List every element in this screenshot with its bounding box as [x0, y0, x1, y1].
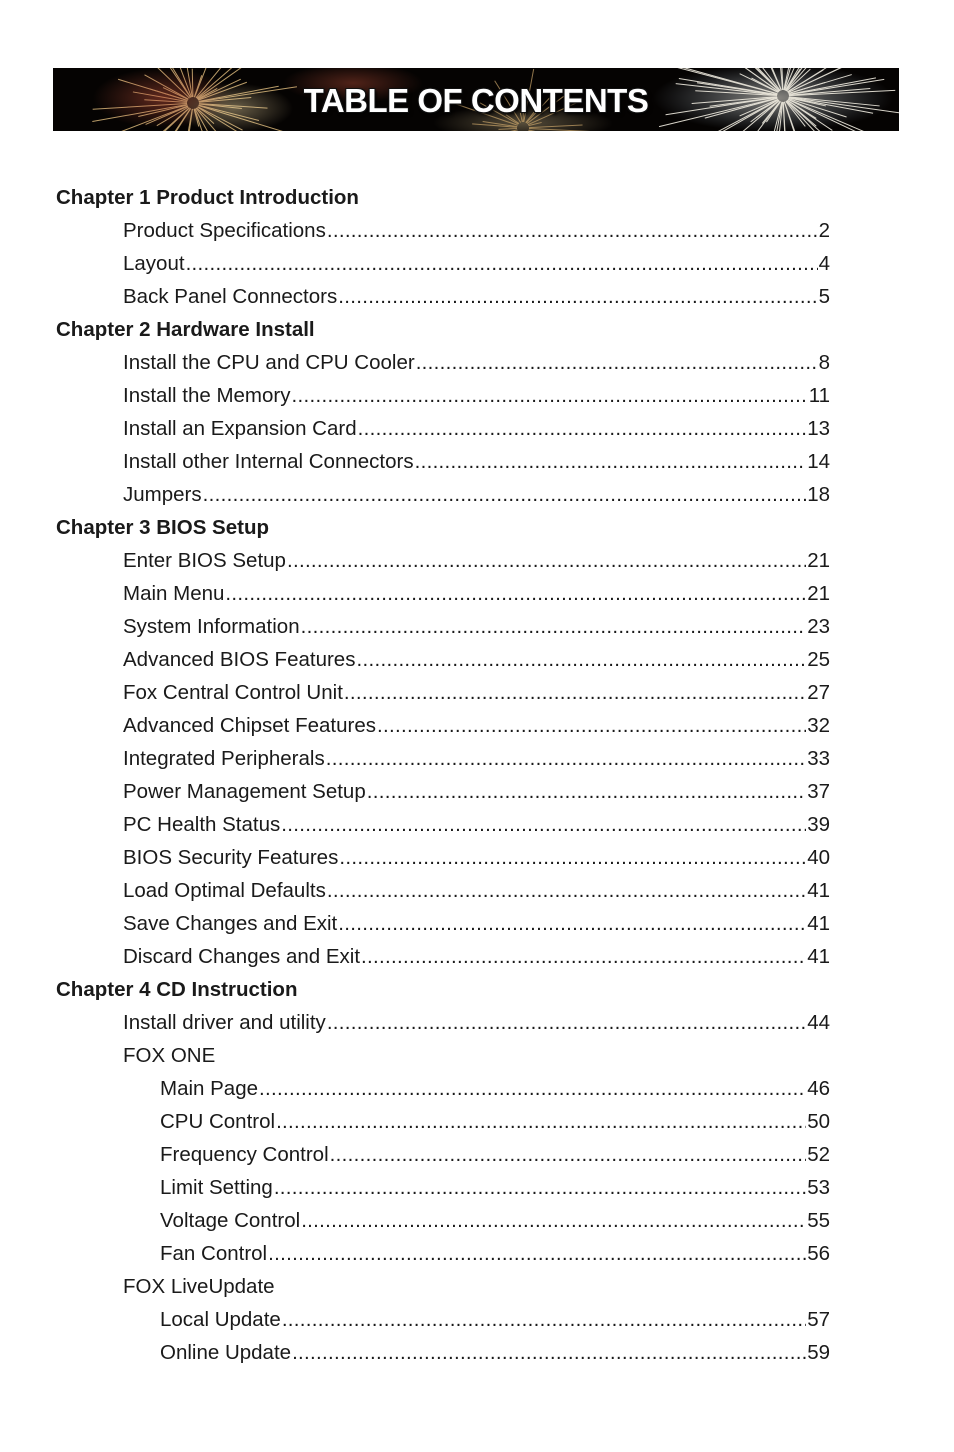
toc-page-number: 5	[818, 285, 830, 308]
toc-chapter-heading[interactable]	[56, 973, 836, 1006]
dot-leader	[287, 544, 806, 577]
dot-leader	[356, 643, 806, 676]
toc-entry[interactable]	[123, 379, 830, 412]
toc-entry-label: FOX ONE	[123, 1044, 216, 1067]
toc-entry-label: Product Specifications	[123, 219, 326, 242]
dot-leader	[361, 940, 806, 973]
toc-page-number: 39	[807, 813, 830, 836]
toc-entry-label: Install other Internal Connectors	[123, 450, 414, 473]
toc-entry[interactable]	[123, 577, 830, 610]
dot-leader	[339, 841, 806, 874]
toc-chapter-heading[interactable]	[56, 313, 836, 346]
toc-entry[interactable]	[123, 478, 830, 511]
toc-entry-label: Chapter 1 Product Introduction	[56, 186, 359, 209]
toc-page-number: 40	[807, 846, 830, 869]
dot-leader	[203, 478, 807, 511]
toc-entry[interactable]	[160, 1105, 830, 1138]
toc-entry-label: Integrated Peripherals	[123, 747, 325, 770]
toc-entry[interactable]	[123, 610, 830, 643]
toc-entry[interactable]	[123, 742, 830, 775]
toc-entry[interactable]	[123, 808, 830, 841]
toc-page-number: 23	[807, 615, 830, 638]
toc-page-number: 41	[807, 945, 830, 968]
toc-entry-label: Install the Memory	[123, 384, 291, 407]
toc-entry-label: Load Optimal Defaults	[123, 879, 326, 902]
toc-entry[interactable]	[123, 676, 830, 709]
page-title: TABLE OF CONTENTS	[303, 81, 649, 119]
dot-leader	[416, 346, 818, 379]
toc-entry-label: Enter BIOS Setup	[123, 549, 286, 572]
dot-leader	[281, 808, 806, 841]
toc-entry[interactable]	[123, 874, 830, 907]
toc-entry-label: Advanced Chipset Features	[123, 714, 376, 737]
toc-page-number: 21	[807, 549, 830, 572]
dot-leader	[338, 907, 806, 940]
toc-entry-label: Advanced BIOS Features	[123, 648, 356, 671]
toc-entry-label: Install driver and utility	[123, 1011, 326, 1034]
toc-entry-label: Chapter 3 BIOS Setup	[56, 516, 270, 539]
toc-entry-label: Online Update	[160, 1341, 292, 1364]
toc-entry[interactable]	[123, 1006, 830, 1039]
toc-entry-label: PC Health Status	[123, 813, 281, 836]
toc-page-number: 33	[807, 747, 830, 770]
toc-entry[interactable]	[123, 346, 830, 379]
toc-entry-label: Frequency Control	[160, 1143, 329, 1166]
toc-entry-label: Local Update	[160, 1308, 281, 1331]
toc-entry-label: FOX LiveUpdate	[123, 1275, 275, 1298]
toc-entry[interactable]	[160, 1303, 830, 1336]
toc-entry[interactable]	[123, 247, 830, 280]
toc-entry[interactable]	[160, 1204, 830, 1237]
toc-page-number: 8	[818, 351, 830, 374]
toc-entry[interactable]	[123, 445, 830, 478]
toc-entry-label: Fan Control	[160, 1242, 268, 1265]
toc-entry-label: BIOS Security Features	[123, 846, 339, 869]
dot-leader	[292, 1336, 806, 1369]
dot-leader	[344, 676, 806, 709]
toc-page-number: 32	[807, 714, 830, 737]
dot-leader	[268, 1237, 806, 1270]
toc-entry[interactable]	[123, 643, 830, 676]
toc-entry-label: Save Changes and Exit	[123, 912, 338, 935]
toc-page-number: 27	[807, 681, 830, 704]
toc-entry[interactable]	[123, 280, 830, 313]
toc-page-number: 55	[807, 1209, 830, 1232]
dot-leader	[377, 709, 806, 742]
toc-entry-label: Chapter 2 Hardware Install	[56, 318, 315, 341]
toc-entry-label: Layout	[123, 252, 185, 275]
dot-leader	[415, 445, 807, 478]
toc-entry-label: Back Panel Connectors	[123, 285, 338, 308]
toc-entry-label: CPU Control	[160, 1110, 276, 1133]
toc-entry[interactable]	[123, 775, 830, 808]
dot-leader	[274, 1171, 806, 1204]
dot-leader	[225, 577, 806, 610]
dot-leader	[276, 1105, 806, 1138]
toc-page-number: 21	[807, 582, 830, 605]
toc-entry-label: Install an Expansion Card	[123, 417, 357, 440]
banner-title-wrap	[53, 68, 899, 131]
toc-chapter-heading[interactable]	[56, 511, 836, 544]
toc-entry[interactable]	[123, 907, 830, 940]
toc-entry[interactable]	[123, 940, 830, 973]
toc-page-number: 53	[807, 1176, 830, 1199]
toc-page-number: 14	[807, 450, 830, 473]
toc-page-number: 57	[807, 1308, 830, 1331]
toc-page-number: 25	[807, 648, 830, 671]
toc-entry[interactable]	[160, 1138, 830, 1171]
toc-entry-label: Discard Changes and Exit	[123, 945, 361, 968]
toc-entry-label: Voltage Control	[160, 1209, 301, 1232]
toc-entry[interactable]	[160, 1336, 830, 1369]
toc-page-number: 18	[807, 483, 830, 506]
toc-entry[interactable]	[160, 1171, 830, 1204]
dot-leader	[291, 379, 807, 412]
toc-page-number: 11	[808, 384, 830, 407]
toc-page-number: 59	[807, 1341, 830, 1364]
dot-leader	[338, 280, 817, 313]
toc-entry[interactable]	[123, 412, 830, 445]
toc-entry-label: System Information	[123, 615, 300, 638]
toc-entry-label: Install the CPU and CPU Cooler	[123, 351, 415, 374]
toc-entry[interactable]	[160, 1237, 830, 1270]
toc-page-number: 44	[807, 1011, 830, 1034]
toc-page-number: 46	[807, 1077, 830, 1100]
toc-page-number: 2	[818, 219, 830, 242]
dot-leader	[259, 1072, 806, 1105]
dot-leader	[358, 412, 807, 445]
toc-entry-label: Chapter 4 CD Instruction	[56, 978, 298, 1001]
toc-section-heading[interactable]	[123, 1039, 830, 1072]
toc-entry[interactable]	[123, 709, 830, 742]
toc-entry-label: Main Menu	[123, 582, 225, 605]
toc-entry-label: Limit Setting	[160, 1176, 273, 1199]
toc-entry-label: Main Page	[160, 1077, 259, 1100]
dot-leader	[327, 214, 818, 247]
toc-page-number: 52	[807, 1143, 830, 1166]
toc-entry[interactable]	[123, 214, 830, 247]
toc-page-number: 13	[807, 417, 830, 440]
toc-entry[interactable]	[123, 841, 830, 874]
toc-page-number: 56	[807, 1242, 830, 1265]
toc-page-number: 37	[807, 780, 830, 803]
dot-leader	[367, 775, 806, 808]
toc-section-heading[interactable]	[123, 1270, 830, 1303]
dot-leader	[186, 247, 818, 280]
toc-page-number: 41	[807, 879, 830, 902]
toc-entry[interactable]	[123, 544, 830, 577]
dot-leader	[327, 874, 806, 907]
dot-leader	[326, 742, 806, 775]
toc-page-number: 4	[818, 252, 830, 275]
dot-leader	[282, 1303, 806, 1336]
toc-page-number: 50	[807, 1110, 830, 1133]
toc-entry[interactable]	[160, 1072, 830, 1105]
dot-leader	[301, 1204, 806, 1237]
toc-page-number: 41	[807, 912, 830, 935]
dot-leader	[301, 610, 807, 643]
toc-entry-label: Jumpers	[123, 483, 202, 506]
toc-chapter-heading[interactable]	[56, 181, 836, 214]
dot-leader	[330, 1138, 807, 1171]
toc-entry-label: Fox Central Control Unit	[123, 681, 343, 704]
dot-leader	[327, 1006, 806, 1039]
toc-entry-label: Power Management Setup	[123, 780, 366, 803]
header-banner	[53, 68, 899, 131]
